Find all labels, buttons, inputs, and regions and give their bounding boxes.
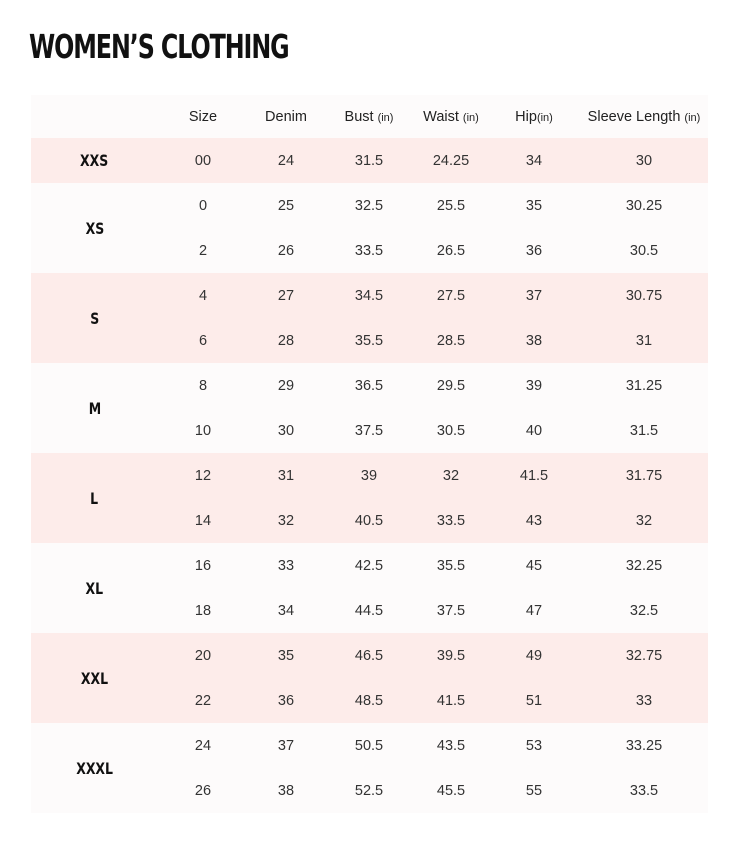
table-cell: 35.5 [324,318,414,363]
table-cell: 29.5 [414,363,488,408]
table-cell: 35 [488,183,580,228]
table-cell: 32.25 [580,543,708,588]
table-cell: 35 [248,633,324,678]
table-cell: 41.5 [414,678,488,723]
column-header-label: Sleeve Length [587,108,685,125]
table-cell: 30.75 [580,273,708,318]
table-cell: 39.5 [414,633,488,678]
table-cell: 48.5 [324,678,414,723]
table-cell: 33.5 [324,228,414,273]
table-cell: 39 [324,453,414,498]
column-header [248,95,324,138]
column-header-label: Bust [344,108,378,125]
size-group-label [31,453,158,543]
table-cell: 45 [488,543,580,588]
table-row [31,723,708,768]
table-cell: 8 [158,363,248,408]
table-cell: 26 [158,768,248,813]
table-cell: 31.5 [580,408,708,453]
table-cell: 31.5 [324,138,414,183]
table-cell: 31 [248,453,324,498]
size-group-text: XXS [80,151,109,170]
table-row [31,633,708,678]
size-group-label [31,363,158,453]
table-cell: 43.5 [414,723,488,768]
size-group-label [31,723,158,813]
table-body [31,138,708,813]
table-cell: 18 [158,588,248,633]
table-cell: 29 [248,363,324,408]
page-title: WOMEN’S CLOTHING [29,27,289,66]
column-header-label: Waist [423,108,463,125]
table-cell: 34 [488,138,580,183]
table-cell: 12 [158,453,248,498]
column-header [580,95,708,138]
table-cell: 42.5 [324,543,414,588]
column-header-label: Size [188,108,218,125]
table-cell: 24.25 [414,138,488,183]
column-header-unit: (in) [377,111,394,124]
table-cell: 14 [158,498,248,543]
table-cell: 24 [158,723,248,768]
table-cell: 52.5 [324,768,414,813]
size-group-text: S [90,308,99,328]
table-cell: 53 [488,723,580,768]
table-cell: 38 [488,318,580,363]
size-group-label [31,183,158,273]
table-cell: 30 [248,408,324,453]
table-cell: 25.5 [414,183,488,228]
column-header-label: Denim [265,108,307,125]
table-row [31,453,708,498]
table-cell: 49 [488,633,580,678]
table-cell: 30.25 [580,183,708,228]
table-cell: 24 [248,138,324,183]
table-row [31,363,708,408]
size-table [31,95,708,813]
table-cell: 45.5 [414,768,488,813]
table-cell: 46.5 [324,633,414,678]
table-cell: 33.25 [580,723,708,768]
size-group-label [31,543,158,633]
table-cell: 40 [488,408,580,453]
table-cell: 30 [580,138,708,183]
table-cell: 30.5 [414,408,488,453]
size-group-text: M [88,398,101,418]
table-cell: 37.5 [414,588,488,633]
column-header-label: Hip [515,108,537,125]
size-group-label [31,633,158,723]
table-cell: 26 [248,228,324,273]
size-group-text: XS [85,218,104,238]
size-group-text: XL [85,578,104,598]
table-cell: 2 [158,228,248,273]
column-header-unit: (in) [536,111,553,124]
table-cell: 6 [158,318,248,363]
size-group-text: XXXL [76,758,113,778]
table-cell: 28.5 [414,318,488,363]
table-cell: 33 [580,678,708,723]
table-cell: 28 [248,318,324,363]
table-cell: 38 [248,768,324,813]
table-cell: 36 [248,678,324,723]
table-cell: 32.5 [324,183,414,228]
table-cell: 35.5 [414,543,488,588]
table-cell: 32.75 [580,633,708,678]
table-cell: 55 [488,768,580,813]
column-header [158,95,248,138]
size-group-label [31,273,158,363]
table-cell: 44.5 [324,588,414,633]
table-cell: 26.5 [414,228,488,273]
column-header [324,95,414,138]
table-cell: 51 [488,678,580,723]
table-cell: 32 [580,498,708,543]
table-cell: 4 [158,273,248,318]
column-header [488,95,580,138]
table-cell: 37 [488,273,580,318]
size-group-label [31,138,158,183]
header-row [31,95,708,138]
table-cell: 34 [248,588,324,633]
table-cell: 22 [158,678,248,723]
table-row [31,138,708,183]
table-cell: 34.5 [324,273,414,318]
column-header [414,95,488,138]
table-cell: 47 [488,588,580,633]
table-cell: 31.25 [580,363,708,408]
column-header-unit: (in) [684,111,701,124]
table-row [31,273,708,318]
table-cell: 25 [248,183,324,228]
table-cell: 16 [158,543,248,588]
table-cell: 36.5 [324,363,414,408]
table-cell: 31 [580,318,708,363]
table-cell: 33 [248,543,324,588]
table-cell: 31.75 [580,453,708,498]
table-cell: 36 [488,228,580,273]
table-cell: 39 [488,363,580,408]
table-cell: 32 [248,498,324,543]
table-cell: 20 [158,633,248,678]
size-group-text: L [90,488,99,508]
table-cell: 30.5 [580,228,708,273]
table-cell: 33.5 [414,498,488,543]
table-cell: 00 [158,138,248,183]
table-cell: 10 [158,408,248,453]
size-chart [31,95,708,813]
column-header [31,95,158,138]
table-cell: 32.5 [580,588,708,633]
table-cell: 33.5 [580,768,708,813]
table-row [31,183,708,228]
table-cell: 32 [414,453,488,498]
table-row [31,543,708,588]
table-cell: 37 [248,723,324,768]
size-group-text: XXL [80,668,109,688]
table-cell: 43 [488,498,580,543]
column-header-unit: (in) [462,111,479,124]
table-cell: 0 [158,183,248,228]
table-cell: 40.5 [324,498,414,543]
table-cell: 27 [248,273,324,318]
table-cell: 50.5 [324,723,414,768]
table-cell: 27.5 [414,273,488,318]
table-cell: 37.5 [324,408,414,453]
table-cell: 41.5 [488,453,580,498]
